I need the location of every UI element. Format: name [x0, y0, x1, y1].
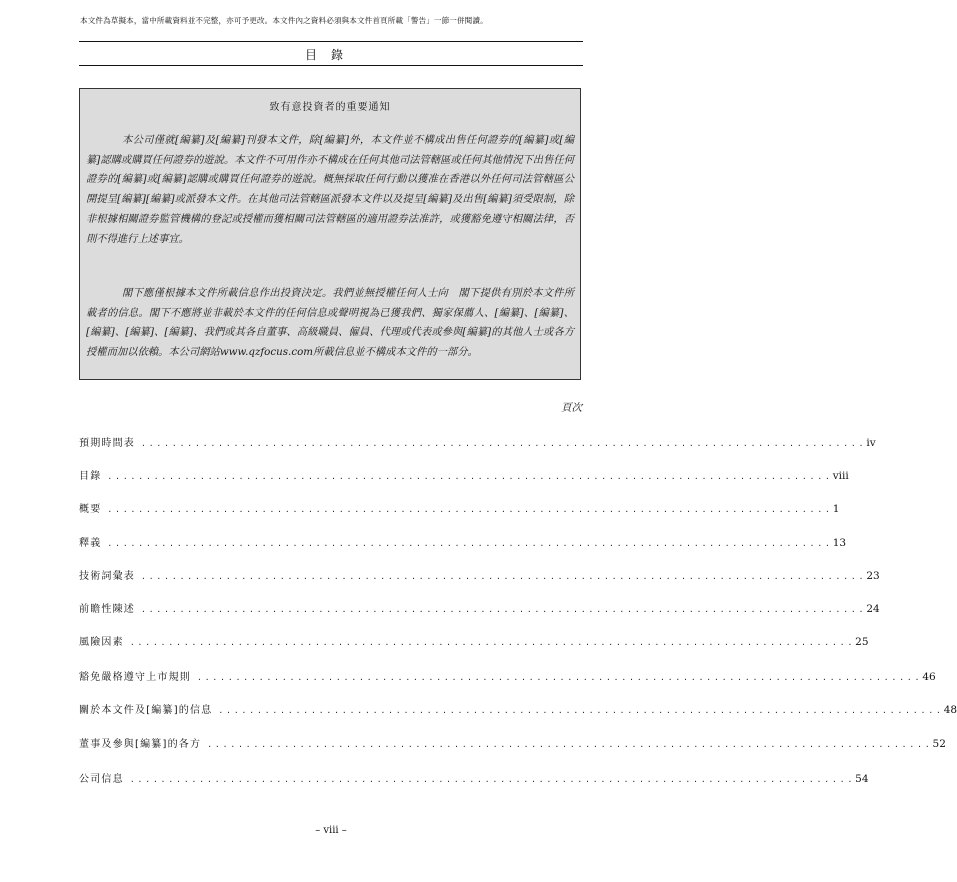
important-notice-box: [79, 88, 581, 380]
toc-dot-leader: ..............................................................................................: [107, 472, 833, 481]
toc-dot-leader: ..............................................................................................: [141, 572, 867, 581]
toc-entry[interactable]: [79, 668, 936, 684]
toc-entry-title: 前瞻性陳述: [79, 604, 135, 615]
page-column-label: 頁次: [561, 402, 582, 414]
title-bottom-rule: [79, 65, 583, 66]
toc-entry-page: 48: [943, 704, 957, 716]
toc-dot-leader: ..............................................................................................: [141, 605, 867, 614]
draft-warning-header: 本文件為草擬本，當中所載資料並不完整，亦可予更改。本文件內之資料必須與本文件首頁所載「警告」一節一併閱讀。: [80, 16, 488, 25]
toc-entry-title: 董事及參與[編纂]的各方: [79, 739, 202, 750]
toc-dot-leader: ..............................................................................................: [141, 439, 867, 448]
notice-heading: 致有意投資者的重要通知: [269, 102, 391, 113]
toc-entry-title: 風險因素: [79, 637, 124, 648]
toc-entry-page: 13: [832, 537, 847, 549]
title-top-rule: [79, 41, 583, 42]
toc-entry-page: viii: [832, 470, 849, 482]
toc-entry-page: 1: [832, 503, 840, 515]
toc-entry-title: 概要: [79, 504, 102, 515]
toc-entry-page: 52: [932, 738, 946, 750]
toc-entry-title: 關於本文件及[編纂]的信息: [79, 705, 213, 716]
toc-entry-page: 54: [855, 773, 869, 785]
toc-entry[interactable]: [79, 434, 876, 450]
toc-dot-leader: ..............................................................................................: [197, 673, 923, 682]
toc-entry-title: 目錄: [79, 471, 102, 482]
toc-dot-leader: ..............................................................................................: [107, 539, 833, 548]
toc-dot-leader: ..............................................................................................: [207, 740, 933, 749]
toc-entry[interactable]: [79, 567, 880, 583]
notice-paragraph-2: 閣下應僅根據本文件所載信息作出投資決定。我們並無授權任何人士向 閣下提供有別於本文件所載者的信息。閣下不應將並非載於本文件的任何信息或聲明視為已獲我們、獨家保薦人、[編纂]、[編纂]、[編纂]、[編纂]、[編纂]、我們或其各自董事、高級職員、僱員、代理或代表或參與[編纂]的其他人士或各方授權而加以依賴。本公司網站www.qzfocus.com所載信息並不構成本文件的一部分。: [86, 287, 574, 359]
toc-entry[interactable]: [79, 467, 849, 483]
toc-entry[interactable]: [79, 770, 869, 786]
toc-entry[interactable]: [79, 701, 957, 717]
toc-entry-title: 豁免嚴格遵守上市規則: [79, 672, 191, 683]
toc-entry[interactable]: [79, 534, 847, 550]
toc-entry[interactable]: [79, 735, 946, 751]
toc-entry[interactable]: [79, 633, 869, 649]
toc-dot-leader: ..............................................................................................: [107, 505, 833, 514]
toc-entry-page: 23: [866, 570, 880, 582]
toc-dot-leader: ..............................................................................................: [218, 706, 944, 715]
notice-paragraph-1: 本公司僅就[編纂]及[編纂]刊發本文件，除[編纂]外，本文件並不構成出售任何證券的[編纂]或[編纂]認購或購買任何證券的遊說。本文件不可用作亦不構成在任何其他司法管轄區或任何其他情況下出售任何證券的[編纂]或[編纂]認購或購買任何證券的遊說。概無採取任何行動以獲准在香港以外任何司法管轄區公開提呈[編纂][編纂]或派發本文件。在其他司法管轄區派發本文件以及提呈[編纂]及出售[編纂]須受限制，除非根據相關證券監管機構的登記或授權而獲相關司法管轄區的適用證券法准許，或獲豁免遵守相關法律，否則不得進行上述事宜。: [86, 134, 574, 245]
page-title: 目錄: [304, 48, 357, 62]
toc-entry-title: 公司信息: [79, 774, 124, 785]
toc-entry-page: 24: [866, 603, 880, 615]
footer-page-number: – viii –: [315, 825, 347, 836]
toc-entry-page: 46: [922, 671, 936, 683]
toc-entry-title: 釋義: [79, 538, 102, 549]
toc-entry[interactable]: [79, 500, 840, 516]
toc-entry-title: 技術詞彙表: [79, 571, 135, 582]
toc-entry[interactable]: [79, 600, 880, 616]
toc-dot-leader: ..............................................................................................: [129, 638, 856, 647]
toc-entry-title: 預期時間表: [79, 438, 135, 449]
toc-dot-leader: ..............................................................................................: [129, 775, 856, 784]
toc-entry-page: iv: [866, 437, 876, 449]
toc-entry-page: 25: [855, 636, 869, 648]
